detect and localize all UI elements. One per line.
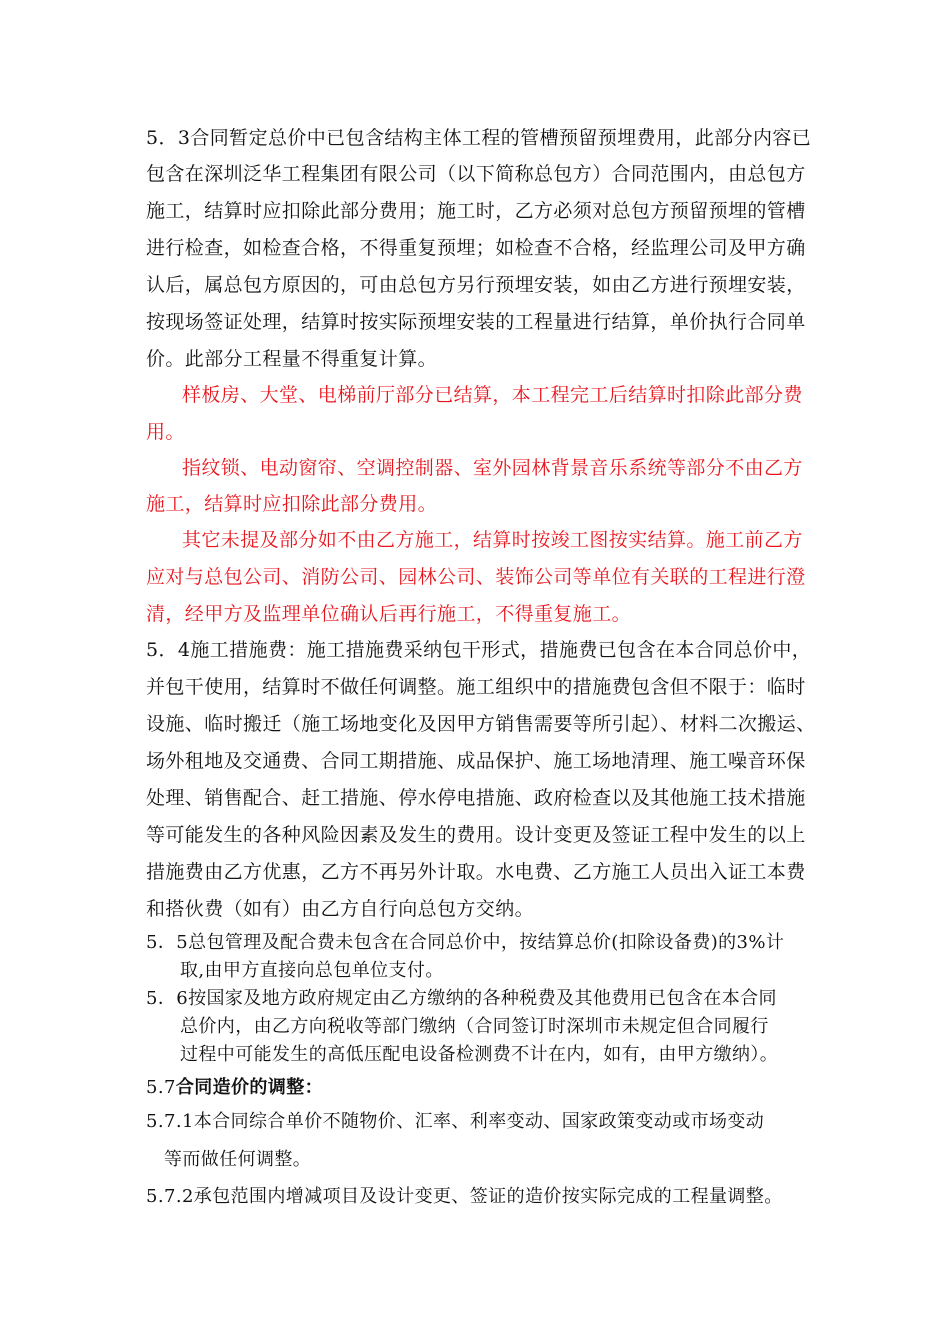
para-5-4-line-6: 等可能发生的各种风险因素及发生的费用。设计变更及签证工程中发生的以上 bbox=[146, 824, 806, 846]
para-5-5-line-1: 5．5总包管理及配合费未包含在合同总价中，按结算总价(扣除设备费)的3%计 bbox=[146, 932, 785, 953]
para-5-4-line-2: 并包干使用，结算时不做任何调整。施工组织中的措施费包含但不限于：临时 bbox=[146, 676, 806, 698]
section-5-7-number: 5.7 bbox=[146, 1077, 176, 1098]
para-5-3-line-1: 5．3合同暂定总价中已包含结构主体工程的管槽预留预埋费用，此部分内容已 bbox=[146, 127, 812, 149]
para-5-3-line-5: 认后，属总包方原因的，可由总包方另行预埋安装，如由乙方进行预埋安装， bbox=[146, 274, 806, 296]
note-other-items-line-2: 应对与总包公司、消防公司、园林公司、装饰公司等单位有关联的工程进行澄 bbox=[146, 566, 806, 588]
para-5-3-line-6: 按现场签证处理，结算时按实际预埋安装的工程量进行结算，单价执行合同单 bbox=[146, 311, 806, 333]
para-5-3-line-2: 包含在深圳泛华工程集团有限公司（以下简称总包方）合同范围内，由总包方 bbox=[146, 163, 806, 185]
para-5-4-line-8: 和搭伙费（如有）由乙方自行向总包方交纳。 bbox=[146, 898, 535, 920]
note-other-items-line-3: 清，经甲方及监理单位确认后再行施工，不得重复施工。 bbox=[146, 603, 632, 625]
para-5-3-line-3: 施工，结算时应扣除此部分费用；施工时，乙方必须对总包方预留预埋的管槽 bbox=[146, 200, 806, 222]
para-5-4-line-5: 处理、销售配合、赶工措施、停水停电措施、政府检查以及其他施工技术措施 bbox=[146, 787, 806, 809]
para-5-7-1-line-2: 等而做任何调整。 bbox=[164, 1149, 312, 1170]
note-other-items-line-1: 其它未提及部分如不由乙方施工，结算时按竣工图按实结算。施工前乙方 bbox=[182, 529, 803, 551]
para-5-6-line-1: 5．6按国家及地方政府规定由乙方缴纳的各种税费及其他费用已包含在本合同 bbox=[146, 988, 777, 1009]
note-sample-room-line-2: 用。 bbox=[146, 421, 185, 443]
para-5-6-line-3: 过程中可能发生的高低压配电设备检测费不计在内，如有，由甲方缴纳）。 bbox=[180, 1044, 779, 1065]
note-sample-room-line-1: 样板房、大堂、电梯前厅部分已结算，本工程完工后结算时扣除此部分费 bbox=[182, 384, 803, 406]
para-5-5-line-2: 取,由甲方直接向总包单位支付。 bbox=[180, 960, 444, 981]
para-5-4-line-3: 设施、临时搬迁（施工场地变化及因甲方销售需要等所引起）、材料二次搬运、 bbox=[146, 713, 816, 735]
para-5-7-2-line-1: 5.7.2承包范围内增减项目及设计变更、签证的造价按实际完成的工程量调整。 bbox=[146, 1186, 783, 1207]
note-fingerprint-lock-line-1: 指纹锁、电动窗帘、空调控制器、室外园林背景音乐系统等部分不由乙方 bbox=[182, 457, 803, 479]
note-fingerprint-lock-line-2: 施工，结算时应扣除此部分费用。 bbox=[146, 493, 438, 515]
para-5-4-line-1: 5．4施工措施费：施工措施费采纳包干形式，措施费已包含在本合同总价中， bbox=[146, 639, 812, 661]
para-5-6-line-2: 总价内，由乙方向税收等部门缴纳（合同签订时深圳市未规定但合同履行 bbox=[180, 1016, 769, 1037]
para-5-7-1-line-1: 5.7.1本合同综合单价不随物价、汇率、利率变动、国家政策变动或市场变动 bbox=[146, 1111, 765, 1132]
para-5-3-line-7: 价。此部分工程量不得重复计算。 bbox=[146, 348, 438, 370]
para-5-3-line-4: 进行检查，如检查合格，不得重复预埋；如检查不合格，经监理公司及甲方确 bbox=[146, 237, 806, 259]
section-5-7-title: 合同造价的调整： bbox=[175, 1077, 324, 1098]
para-5-4-line-7: 措施费由乙方优惠，乙方不再另外计取。水电费、乙方施工人员出入证工本费 bbox=[146, 861, 806, 883]
para-5-4-line-4: 场外租地及交通费、合同工期措施、成品保护、施工场地清理、施工噪音环保 bbox=[146, 750, 806, 772]
section-5-7-heading bbox=[146, 1076, 323, 1100]
